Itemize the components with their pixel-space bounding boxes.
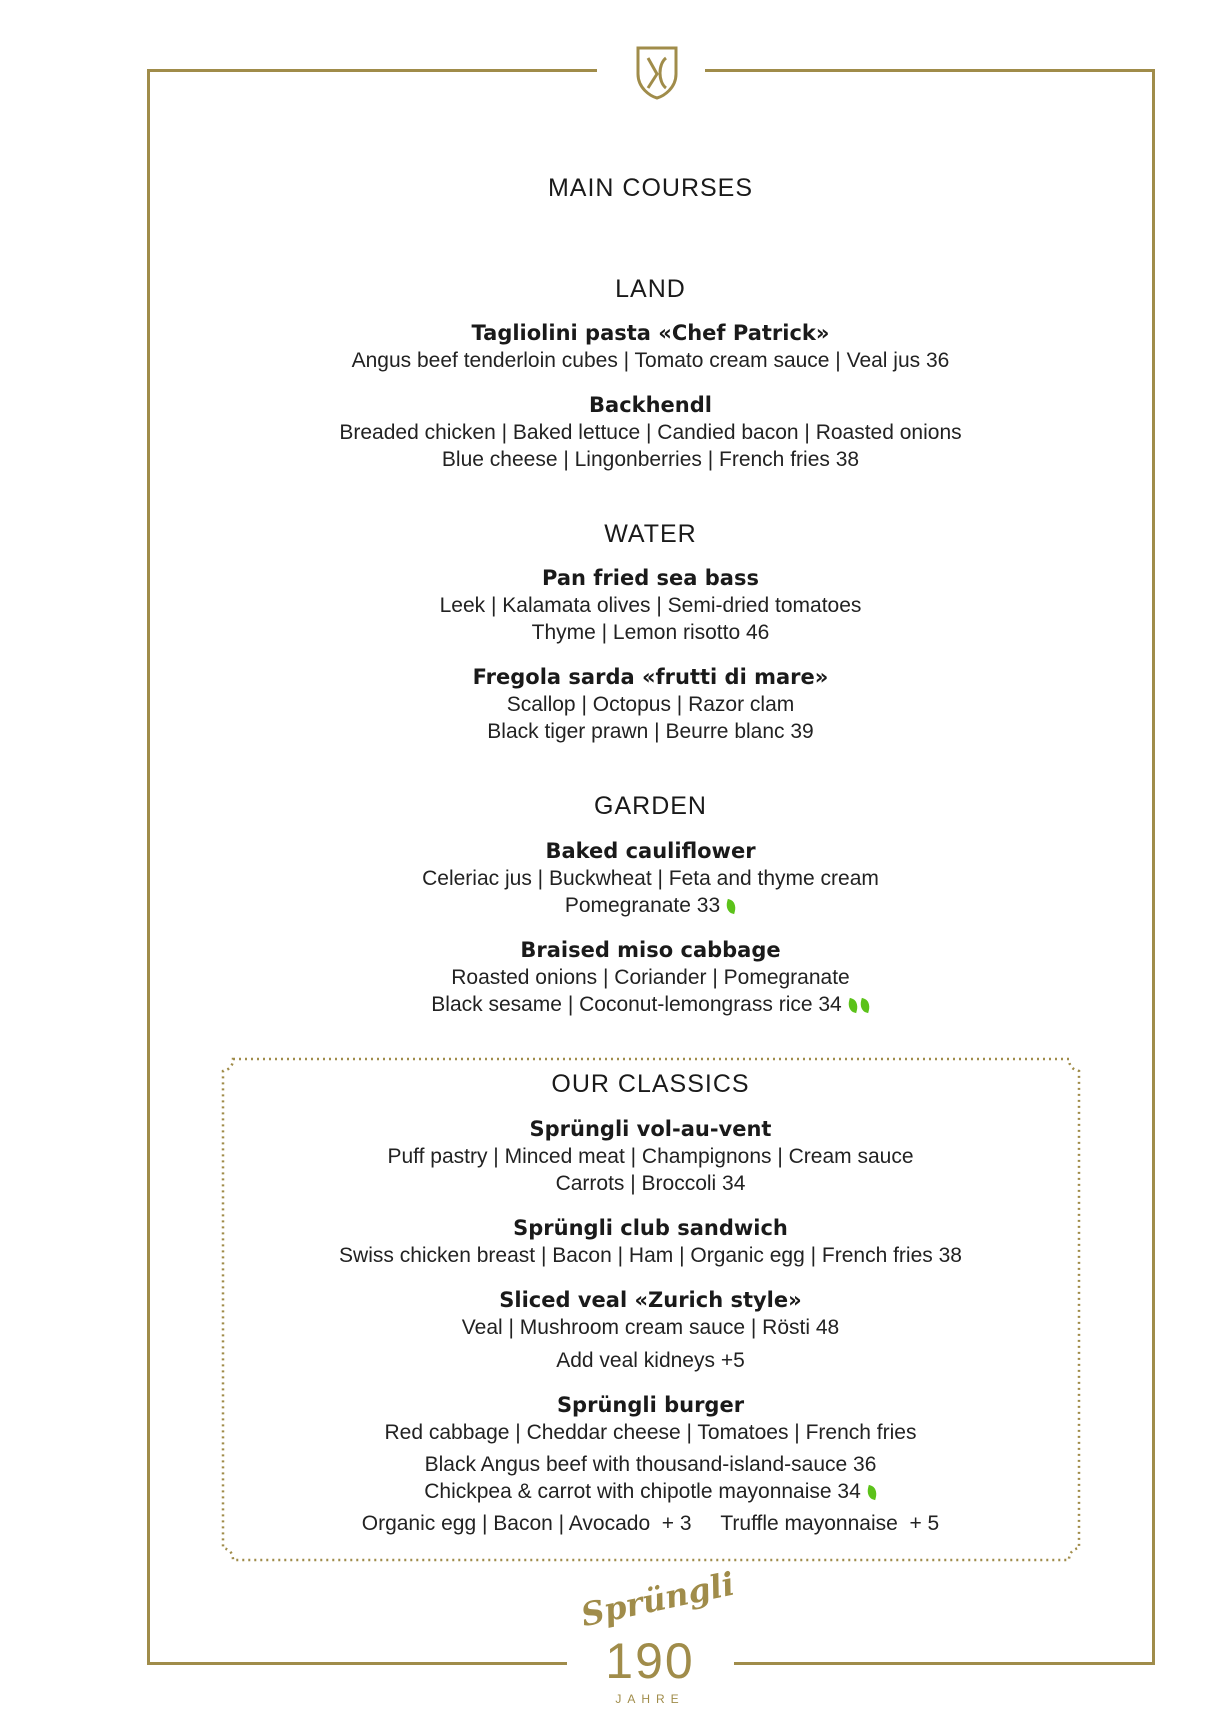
brand-script: Sprüngli [577, 1564, 738, 1635]
dish-description: Scallop | Octopus | Razor clam [506, 693, 795, 716]
dish-description-price [147, 892, 1154, 919]
dish-addon: Add veal kidneys +5 [556, 1349, 745, 1372]
dish-description-price [147, 1478, 1154, 1505]
double-leaf-icon [846, 998, 859, 1013]
dish-description: Angus beef tenderloin cubes | Tomato cream sauce | Veal jus 36 [351, 349, 950, 372]
page-title: MAIN COURSES [547, 174, 754, 202]
dish-sea-bass [147, 565, 1154, 646]
dish-club-sandwich [147, 1215, 1154, 1269]
dish-name: Braised miso cabbage [520, 938, 781, 962]
dish-tagliolini [147, 320, 1154, 374]
dish-description-price [147, 991, 1154, 1018]
dish-vol-au-vent [147, 1116, 1154, 1197]
dish-description: Carrots | Broccoli 34 [555, 1172, 746, 1195]
leaf-icon [725, 899, 738, 914]
crest-icon [634, 44, 680, 100]
dish-description: Blue cheese | Lingonberries | French fries 38 [441, 448, 860, 471]
dish-description: Black tiger prawn | Beurre blanc 39 [487, 720, 814, 743]
dish-name: Pan fried sea bass [542, 566, 759, 590]
dish-cauliflower [147, 838, 1154, 919]
dish-description: Black sesame | Coconut-lemongrass rice 34 [431, 993, 842, 1016]
leaf-icon [858, 998, 871, 1013]
anniversary-word: JAHRE [615, 1692, 685, 1706]
dish-name: Sprüngli vol-au-vent [529, 1117, 772, 1141]
dish-description: Celeriac jus | Buckwheat | Feta and thyme cream [422, 867, 879, 890]
dish-fregola [147, 664, 1154, 745]
section-title-land: LAND [615, 275, 686, 303]
dish-description: Red cabbage | Cheddar cheese | Tomatoes | French fries [384, 1421, 917, 1444]
section-title-classics: OUR CLASSICS [551, 1070, 750, 1098]
dish-burger [147, 1392, 1154, 1537]
dish-sliced-veal [147, 1287, 1154, 1374]
dish-description: Roasted onions | Coriander | Pomegranate [451, 966, 850, 989]
anniversary-number: 190 [605, 1633, 695, 1689]
dish-description: Swiss chicken breast | Bacon | Ham | Organic egg | French fries 38 [339, 1244, 962, 1267]
dish-description: Chickpea & carrot with chipotle mayonnaise 34 [424, 1480, 861, 1503]
dish-description: Puff pastry | Minced meat | Champignons | Cream sauce [387, 1145, 914, 1168]
dish-description: Thyme | Lemon risotto 46 [531, 621, 770, 644]
frame-top-right [705, 69, 1155, 72]
dish-description: Leek | Kalamata olives | Semi-dried tomatoes [439, 594, 862, 617]
section-title-garden: GARDEN [594, 792, 707, 820]
dish-name: Backhendl [589, 393, 712, 417]
dish-name: Tagliolini pasta «Chef Patrick» [471, 321, 830, 345]
dish-description: Pomegranate 33 [564, 894, 721, 917]
frame-bottom-right [734, 1662, 1155, 1665]
dish-addon: Organic egg | Bacon | Avocado + 3 Truffle mayonnaise + 5 [361, 1512, 940, 1535]
dish-description: Black Angus beef with thousand-island-sauce 36 [424, 1453, 877, 1476]
dish-name: Baked cauliflower [545, 839, 756, 863]
dish-name: Fregola sarda «frutti di mare» [472, 665, 829, 689]
dish-name: Sprüngli club sandwich [513, 1216, 788, 1240]
dish-backhendl [147, 392, 1154, 473]
frame-top-left [147, 69, 597, 72]
frame-bottom-left [147, 1662, 567, 1665]
dish-description: Breaded chicken | Baked lettuce | Candied bacon | Roasted onions [339, 421, 962, 444]
dish-name: Sprüngli burger [556, 1393, 745, 1417]
dish-name: Sliced veal «Zurich style» [499, 1288, 802, 1312]
sprungli-190-logo [577, 1564, 738, 1712]
dish-description: Veal | Mushroom cream sauce | Rösti 48 [461, 1316, 840, 1339]
section-title-water: WATER [604, 520, 697, 548]
leaf-icon [865, 1485, 878, 1500]
dish-miso-cabbage [147, 937, 1154, 1018]
